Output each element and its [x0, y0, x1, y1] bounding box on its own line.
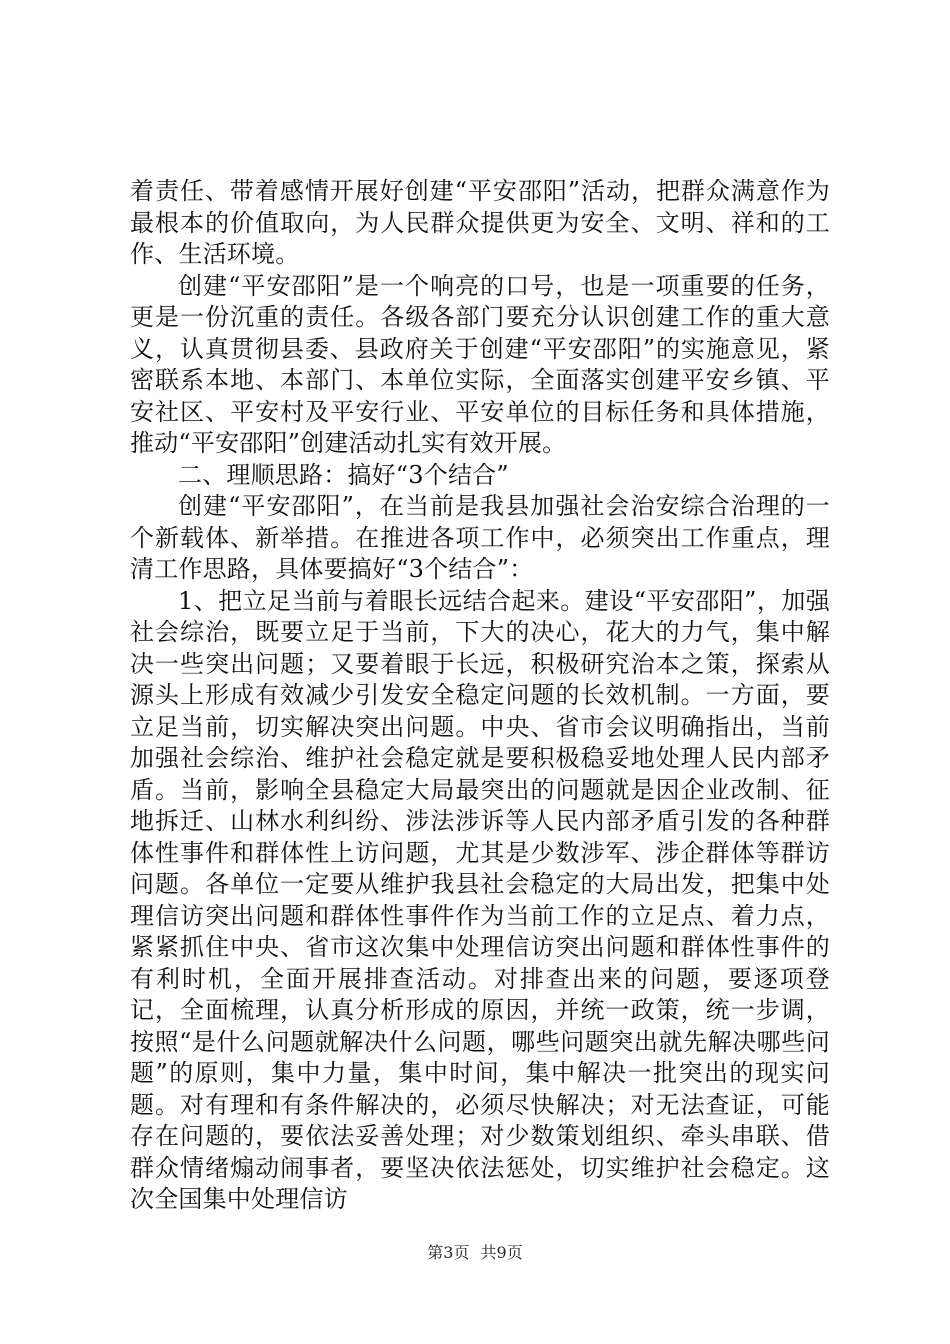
page-number: 第3页	[427, 1243, 470, 1262]
paragraph: 二、理顺思路：搞好“3个结合”	[178, 460, 509, 489]
paragraph: 着责任、带着感情开展好创建“平安邵阳”活动，把群众满意作为最根本的价值取向，为人民群众提供更为安全、文明、祥和的工作、生活环境。	[130, 177, 830, 268]
paragraph: 1、把立足当前与着眼长远结合起来。建设“平安邵阳”，加强社会综治，既要立足于当前，下大的决心，花大的力气，集中解决一些突出问题；又要着眼于长远，积极研究治本之策，探索从源头上形成有效减少引发安全稳定问题的长效机制。一方面，要立足当前，切实解决突出问题。中央、省市会议明确指出，当前加强社会综治、维护社会稳定就是要积极稳妥地处理人民内部矛盾。当前，影响全县稳定大局最突出的问题就是因企业改制、征地拆迁、山林水利纠纷、涉法涉诉等人民内部矛盾引发的各种群体性事件和群体性上访问题，尤其是少数涉军、涉企群体等群访问题。各单位一定要从维护我县社会稳定的大局出发，把集中处理信访突出问题和群体性事件作为当前工作的立足点、着力点，紧紧抓住中央、省市这次集中处理信访突出问题和群体性事件的有利时机，全面开展排查活动。对排查出来的问题，要逐项登记，全面梳理，认真分析形成的原因，并统一政策，统一步调，按照“是什么问题就解决什么问题，哪些问题突出就先解决哪些问题”的原则，集中力量，集中时间，集中解决一批突出的现实问题。对有理和有条件解决的，必须尽快解决；对无法查证，可能存在问题的，要依法妥善处理；对少数策划组织、牵头串联、借群众情绪煽动闹事者，要坚决依法惩处，切实维护社会稳定。这次全国集中处理信访	[130, 586, 830, 1213]
paragraph: 创建“平安邵阳”是一个响亮的口号，也是一项重要的任务，更是一份沉重的责任。各级各部门要充分认识创建工作的重大意义，认真贯彻县委、县政府关于创建“平安邵阳”的实施意见，紧密联系本地、本部门、本单位实际，全面落实创建平安乡镇、平安社区、平安村及平安行业、平安单位的目标任务和具体措施，推动“平安邵阳”创建活动扎实有效开展。	[130, 271, 830, 457]
document-body	[130, 176, 830, 1216]
paragraph: 创建“平安邵阳”，在当前是我县加强社会治安综合治理的一个新载体、新举措。在推进各项工作中，必须突出工作重点，理清工作思路，具体要搞好“3个结合”：	[130, 492, 830, 583]
page-footer	[0, 1240, 950, 1263]
page-total: 共9页	[480, 1243, 523, 1262]
